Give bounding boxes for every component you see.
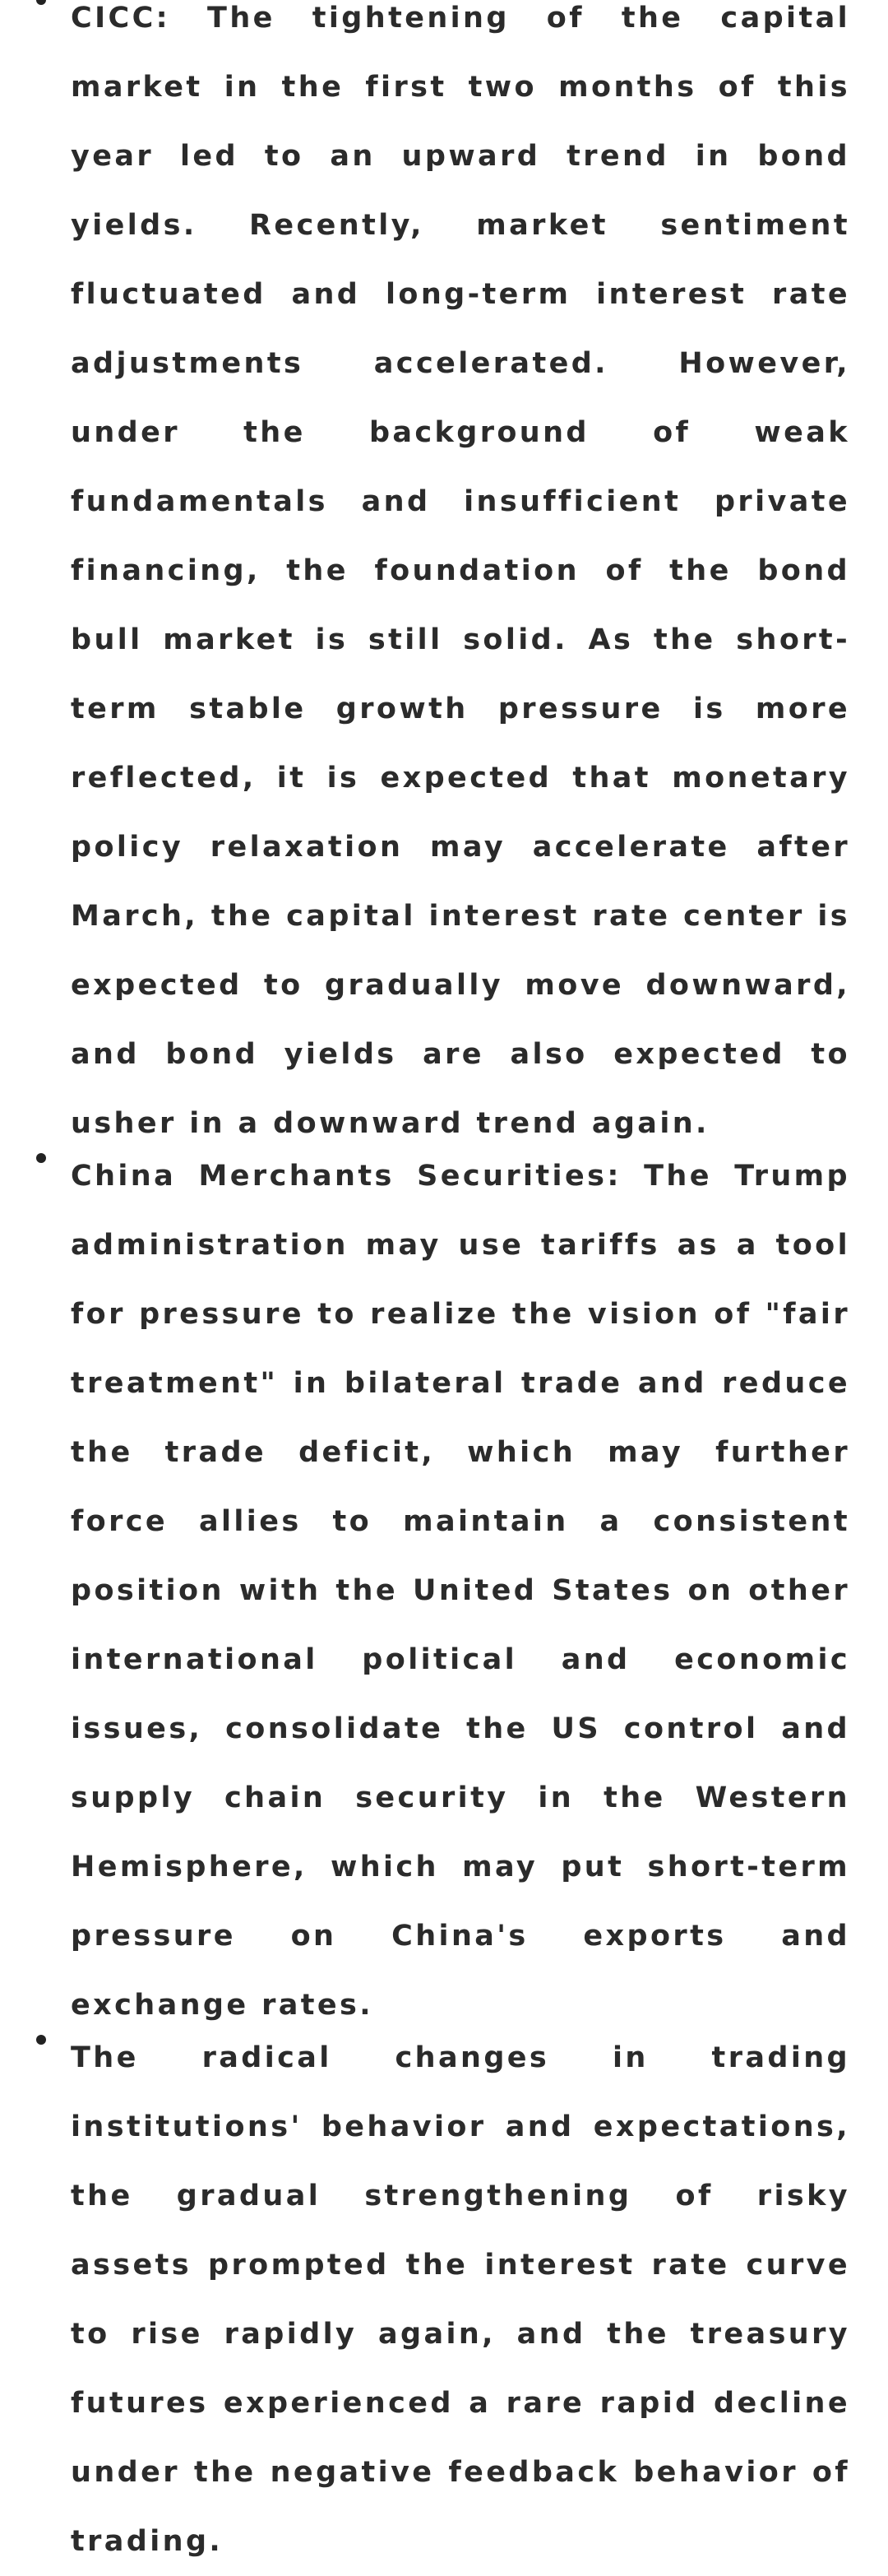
bullet-icon <box>36 2035 46 2045</box>
list-item <box>0 1142 850 2040</box>
list-item-text: The radical changes in trading institutions' behavior and expectations, the gradual strengthening of risky assets prompted the interest rate curve to rise rapidly again, and the treasury futures experienced a rare rapid decline under the negative feedback behavior of trading. <box>71 2041 850 2558</box>
list-item-text: CICC: The tightening of the capital market in the first two months of this year led to an upward trend in bond yields. Recently, market sentiment fluctuated and long-term interest rate adjustments accelerated. However, under the background of weak fundamentals and insufficient private financing, the foundation of the bond bull market is still solid. As the short-term stable growth pressure is more reflected, it is expected that monetary policy relaxation may accelerate after March, the capital interest rate center is expected to gradually move downward, and bond yields are also expected to usher in a downward trend again. <box>71 2 850 1140</box>
list-item <box>0 0 850 1158</box>
list-item <box>0 2023 850 2576</box>
bullet-icon <box>36 0 46 5</box>
list-item-text: China Merchants Securities: The Trump administration may use tariffs as a tool for pressure to realize the vision of "fair treatment" in bilateral trade and reduce the trade deficit, which may further force allies to maintain a consistent position with the United States on other international political and economic issues, consolidate the US control and supply chain security in the Western Hemisphere, which may put short-term pressure on China's exports and exchange rates. <box>71 1160 850 2022</box>
bullet-icon <box>36 1153 46 1163</box>
